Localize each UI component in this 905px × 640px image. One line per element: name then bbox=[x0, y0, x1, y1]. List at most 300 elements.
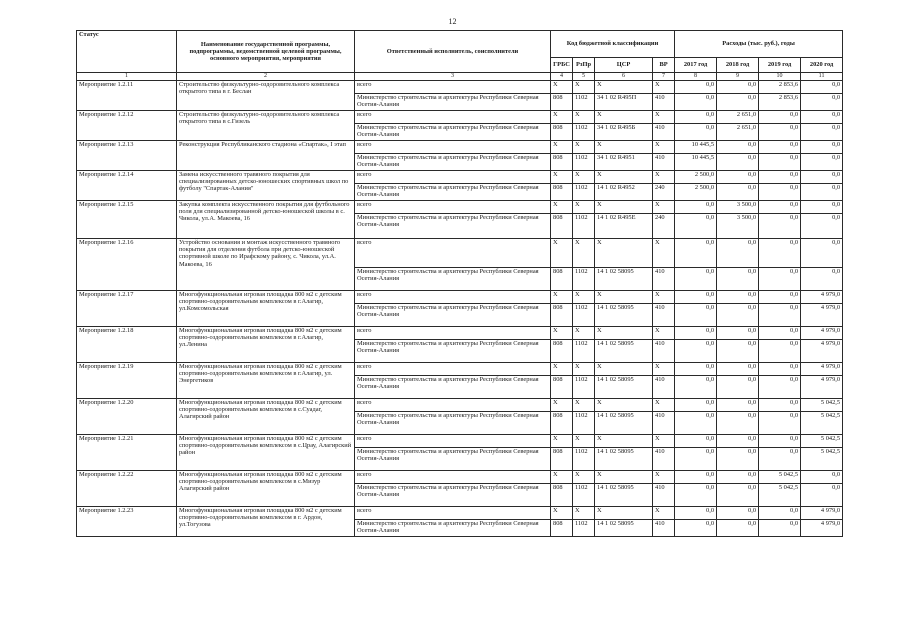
csr-cell: 14 1 02 58095 bbox=[595, 412, 653, 435]
csr-cell: 34 1 02 R495П bbox=[595, 94, 653, 111]
vr-cell: X bbox=[653, 291, 675, 304]
csr-cell: X bbox=[595, 291, 653, 304]
amount-2017-cell: 0,0 bbox=[675, 327, 717, 340]
column-numbers-row bbox=[77, 73, 843, 81]
activity-name-cell: Закупка комплекта искусственного покрытия для футбольного поля для специализированной детско-юношеской школы в с. Чикола, ул.А. Макоева, 16 bbox=[177, 201, 355, 239]
header-executor: Ответственный исполнитель, соисполнители bbox=[355, 31, 551, 73]
vr-cell: X bbox=[653, 239, 675, 268]
amount-2018-cell: 0,0 bbox=[717, 399, 759, 412]
amount-2018-cell: 2 651,0 bbox=[717, 111, 759, 124]
csr-cell: 14 1 02 58095 bbox=[595, 376, 653, 399]
status-cell: Мероприятие 1.2.21 bbox=[77, 435, 177, 471]
rzpr-cell: 1102 bbox=[573, 448, 595, 471]
rzpr-cell: X bbox=[573, 399, 595, 412]
csr-cell: X bbox=[595, 507, 653, 520]
column-number: 6 bbox=[595, 73, 653, 81]
amount-2019-cell: 0,0 bbox=[759, 239, 801, 268]
csr-cell: 14 1 02 R4952 bbox=[595, 184, 653, 201]
amount-2019-cell: 0,0 bbox=[759, 141, 801, 154]
activity-name-cell: Строительство физкультурно-оздоровительного комплекса открытого типа в с.Гизель bbox=[177, 111, 355, 141]
csr-cell: X bbox=[595, 141, 653, 154]
activity-name-cell: Многофункциональная игровая площадка 800 м2 с детским спортивно-оздоровительным комплексом в с.Суадаг, Алагирский район bbox=[177, 399, 355, 435]
rzpr-cell: X bbox=[573, 471, 595, 484]
status-cell: Мероприятие 1.2.16 bbox=[77, 239, 177, 291]
activity-name-cell: Многофункциональная игровая площадка 800 м2 с детским спортивно-оздоровительным комплексом в г.Алагир, ул.Ленина bbox=[177, 327, 355, 363]
amount-2018-cell: 0,0 bbox=[717, 154, 759, 171]
amount-2018-cell: 0,0 bbox=[717, 81, 759, 94]
amount-2019-cell: 0,0 bbox=[759, 399, 801, 412]
table-row-total bbox=[77, 471, 843, 484]
grbs-cell: X bbox=[551, 239, 573, 268]
amount-2020-cell: 5 042,5 bbox=[801, 448, 843, 471]
amount-2019-cell: 2 853,6 bbox=[759, 94, 801, 111]
rzpr-cell: X bbox=[573, 201, 595, 214]
amount-2019-cell: 0,0 bbox=[759, 507, 801, 520]
amount-2018-cell: 0,0 bbox=[717, 507, 759, 520]
rzpr-cell: X bbox=[573, 81, 595, 94]
grbs-cell: X bbox=[551, 111, 573, 124]
activity-name-cell: Замена искусственного травяного покрытия для специализированных детско-юношеских спортивных школ по футболу "Спартак-Алания" bbox=[177, 171, 355, 201]
amount-2020-cell: 4 979,0 bbox=[801, 340, 843, 363]
amount-2019-cell: 0,0 bbox=[759, 291, 801, 304]
amount-2019-cell: 0,0 bbox=[759, 154, 801, 171]
csr-cell: X bbox=[595, 471, 653, 484]
amount-2019-cell: 0,0 bbox=[759, 268, 801, 291]
executor-cell: Министерство строительства и архитектуры Республики Северная Осетия-Алания bbox=[355, 184, 551, 201]
vr-cell: 410 bbox=[653, 340, 675, 363]
status-cell: Мероприятие 1.2.17 bbox=[77, 291, 177, 327]
vr-cell: 240 bbox=[653, 214, 675, 239]
column-number: 1 bbox=[77, 73, 177, 81]
rzpr-cell: X bbox=[573, 171, 595, 184]
amount-2018-cell: 0,0 bbox=[717, 94, 759, 111]
amount-2017-cell: 0,0 bbox=[675, 412, 717, 435]
amount-2020-cell: 0,0 bbox=[801, 214, 843, 239]
table-row-total bbox=[77, 435, 843, 448]
grbs-cell: X bbox=[551, 435, 573, 448]
amount-2019-cell: 2 853,6 bbox=[759, 81, 801, 94]
activity-name-cell: Устройство основания и монтаж искусственного травяного покрытия для отделения футбола при детско-юношеской спортивной школе по Ирафскому району, с. Чикола, ул.А. Макоева, 16 bbox=[177, 239, 355, 291]
amount-2020-cell: 4 979,0 bbox=[801, 520, 843, 537]
header-rzpr: РзПр bbox=[573, 58, 595, 73]
grbs-cell: 808 bbox=[551, 94, 573, 111]
grbs-cell: 808 bbox=[551, 520, 573, 537]
amount-2019-cell: 0,0 bbox=[759, 448, 801, 471]
amount-2017-cell: 0,0 bbox=[675, 340, 717, 363]
total-label-cell: всего bbox=[355, 201, 551, 214]
executor-cell: Министерство строительства и архитектуры Республики Северная Осетия-Алания bbox=[355, 412, 551, 435]
grbs-cell: X bbox=[551, 201, 573, 214]
table-row-total bbox=[77, 399, 843, 412]
vr-cell: 410 bbox=[653, 484, 675, 507]
amount-2020-cell: 4 979,0 bbox=[801, 327, 843, 340]
status-cell: Мероприятие 1.2.19 bbox=[77, 363, 177, 399]
amount-2017-cell: 0,0 bbox=[675, 435, 717, 448]
vr-cell: X bbox=[653, 507, 675, 520]
grbs-cell: 808 bbox=[551, 268, 573, 291]
amount-2017-cell: 10 445,5 bbox=[675, 154, 717, 171]
vr-cell: X bbox=[653, 201, 675, 214]
csr-cell: X bbox=[595, 399, 653, 412]
rzpr-cell: 1102 bbox=[573, 340, 595, 363]
grbs-cell: X bbox=[551, 141, 573, 154]
table-row-total bbox=[77, 507, 843, 520]
grbs-cell: X bbox=[551, 507, 573, 520]
amount-2020-cell: 0,0 bbox=[801, 471, 843, 484]
total-label-cell: всего bbox=[355, 435, 551, 448]
executor-cell: Министерство строительства и архитектуры Республики Северная Осетия-Алания bbox=[355, 340, 551, 363]
activity-name-cell: Строительство физкультурно-оздоровительного комплекса открытого типа в г. Беслан bbox=[177, 81, 355, 111]
status-cell: Мероприятие 1.2.13 bbox=[77, 141, 177, 171]
grbs-cell: 808 bbox=[551, 376, 573, 399]
amount-2018-cell: 0,0 bbox=[717, 239, 759, 268]
vr-cell: X bbox=[653, 141, 675, 154]
executor-cell: Министерство строительства и архитектуры Республики Северная Осетия-Алания bbox=[355, 376, 551, 399]
csr-cell: X bbox=[595, 435, 653, 448]
executor-cell: Министерство строительства и архитектуры Республики Северная Осетия-Алания bbox=[355, 268, 551, 291]
header-csr: ЦСР bbox=[595, 58, 653, 73]
csr-cell: 34 1 02 R495Б bbox=[595, 124, 653, 141]
amount-2018-cell: 0,0 bbox=[717, 520, 759, 537]
header-2018: 2018 год bbox=[717, 58, 759, 73]
csr-cell: 14 1 02 58095 bbox=[595, 484, 653, 507]
amount-2020-cell: 4 979,0 bbox=[801, 376, 843, 399]
amount-2018-cell: 0,0 bbox=[717, 141, 759, 154]
amount-2019-cell: 0,0 bbox=[759, 214, 801, 239]
amount-2019-cell: 0,0 bbox=[759, 124, 801, 141]
grbs-cell: 808 bbox=[551, 124, 573, 141]
amount-2017-cell: 0,0 bbox=[675, 471, 717, 484]
vr-cell: 410 bbox=[653, 94, 675, 111]
vr-cell: X bbox=[653, 363, 675, 376]
executor-cell: Министерство строительства и архитектуры Республики Северная Осетия-Алания bbox=[355, 520, 551, 537]
amount-2020-cell: 0,0 bbox=[801, 154, 843, 171]
vr-cell: 410 bbox=[653, 448, 675, 471]
vr-cell: 410 bbox=[653, 376, 675, 399]
amount-2017-cell: 0,0 bbox=[675, 214, 717, 239]
vr-cell: 410 bbox=[653, 304, 675, 327]
table-row-total bbox=[77, 141, 843, 154]
amount-2017-cell: 0,0 bbox=[675, 81, 717, 94]
budget-table bbox=[76, 30, 843, 537]
vr-cell: 410 bbox=[653, 412, 675, 435]
amount-2018-cell: 0,0 bbox=[717, 291, 759, 304]
amount-2017-cell: 0,0 bbox=[675, 239, 717, 268]
executor-cell: Министерство строительства и архитектуры Республики Северная Осетия-Алания bbox=[355, 154, 551, 171]
status-cell: Мероприятие 1.2.15 bbox=[77, 201, 177, 239]
amount-2017-cell: 0,0 bbox=[675, 376, 717, 399]
amount-2017-cell: 0,0 bbox=[675, 448, 717, 471]
activity-name-cell: Многофункциональная игровая площадка 800 м2 с детским спортивно-оздоровительным комплексом в г.Алагир, ул. Энергетиков bbox=[177, 363, 355, 399]
status-cell: Мероприятие 1.2.23 bbox=[77, 507, 177, 537]
rzpr-cell: X bbox=[573, 111, 595, 124]
vr-cell: X bbox=[653, 111, 675, 124]
total-label-cell: всего bbox=[355, 141, 551, 154]
amount-2020-cell: 4 979,0 bbox=[801, 291, 843, 304]
amount-2017-cell: 0,0 bbox=[675, 94, 717, 111]
vr-cell: X bbox=[653, 435, 675, 448]
amount-2018-cell: 0,0 bbox=[717, 448, 759, 471]
amount-2020-cell: 0,0 bbox=[801, 81, 843, 94]
header-name: Наименование государственной программы, подпрограммы, ведомственной целевой программы, основного мероприятия, мероприятия bbox=[177, 31, 355, 73]
status-cell: Мероприятие 1.2.20 bbox=[77, 399, 177, 435]
column-number: 10 bbox=[759, 73, 801, 81]
amount-2018-cell: 0,0 bbox=[717, 484, 759, 507]
grbs-cell: X bbox=[551, 327, 573, 340]
amount-2019-cell: 0,0 bbox=[759, 304, 801, 327]
header-2020: 2020 год bbox=[801, 58, 843, 73]
rzpr-cell: 1102 bbox=[573, 184, 595, 201]
amount-2018-cell: 0,0 bbox=[717, 435, 759, 448]
header-grbs: ГРБС bbox=[551, 58, 573, 73]
csr-cell: 14 1 02 R495Е bbox=[595, 214, 653, 239]
amount-2019-cell: 5 042,5 bbox=[759, 471, 801, 484]
total-label-cell: всего bbox=[355, 111, 551, 124]
csr-cell: X bbox=[595, 111, 653, 124]
amount-2020-cell: 0,0 bbox=[801, 268, 843, 291]
amount-2020-cell: 0,0 bbox=[801, 124, 843, 141]
amount-2018-cell: 0,0 bbox=[717, 304, 759, 327]
amount-2017-cell: 0,0 bbox=[675, 507, 717, 520]
header-budget-code: Код бюджетной классификации bbox=[551, 31, 675, 58]
rzpr-cell: X bbox=[573, 363, 595, 376]
amount-2020-cell: 0,0 bbox=[801, 141, 843, 154]
amount-2017-cell: 2 500,0 bbox=[675, 171, 717, 184]
vr-cell: 240 bbox=[653, 184, 675, 201]
rzpr-cell: 1102 bbox=[573, 304, 595, 327]
grbs-cell: X bbox=[551, 291, 573, 304]
amount-2019-cell: 0,0 bbox=[759, 327, 801, 340]
amount-2019-cell: 5 042,5 bbox=[759, 484, 801, 507]
vr-cell: 410 bbox=[653, 520, 675, 537]
amount-2017-cell: 0,0 bbox=[675, 304, 717, 327]
amount-2018-cell: 0,0 bbox=[717, 412, 759, 435]
status-cell: Мероприятие 1.2.22 bbox=[77, 471, 177, 507]
grbs-cell: X bbox=[551, 471, 573, 484]
page-number: 12 bbox=[448, 17, 457, 26]
rzpr-cell: 1102 bbox=[573, 214, 595, 239]
rzpr-cell: X bbox=[573, 435, 595, 448]
table-row-total bbox=[77, 201, 843, 214]
amount-2017-cell: 10 445,5 bbox=[675, 141, 717, 154]
total-label-cell: всего bbox=[355, 239, 551, 268]
activity-name-cell: Реконструкция Республиканского стадиона «Спартак», I этап bbox=[177, 141, 355, 171]
amount-2019-cell: 0,0 bbox=[759, 111, 801, 124]
amount-2018-cell: 3 500,0 bbox=[717, 201, 759, 214]
vr-cell: X bbox=[653, 81, 675, 94]
amount-2018-cell: 2 651,0 bbox=[717, 124, 759, 141]
rzpr-cell: X bbox=[573, 327, 595, 340]
grbs-cell: X bbox=[551, 363, 573, 376]
amount-2018-cell: 0,0 bbox=[717, 363, 759, 376]
executor-cell: Министерство строительства и архитектуры Республики Северная Осетия-Алания bbox=[355, 484, 551, 507]
amount-2019-cell: 0,0 bbox=[759, 184, 801, 201]
amount-2020-cell: 0,0 bbox=[801, 201, 843, 214]
activity-name-cell: Многофункциональная игровая площадка 800 м2 с детским спортивно-оздоровительным комплексом в с.Мизур Алагирский район bbox=[177, 471, 355, 507]
table-body bbox=[77, 81, 843, 537]
amount-2020-cell: 5 042,5 bbox=[801, 412, 843, 435]
column-number: 8 bbox=[675, 73, 717, 81]
amount-2017-cell: 0,0 bbox=[675, 520, 717, 537]
amount-2020-cell: 0,0 bbox=[801, 171, 843, 184]
rzpr-cell: 1102 bbox=[573, 412, 595, 435]
amount-2020-cell: 4 979,0 bbox=[801, 507, 843, 520]
amount-2018-cell: 3 500,0 bbox=[717, 214, 759, 239]
amount-2017-cell: 0,0 bbox=[675, 124, 717, 141]
header-status: Статус bbox=[77, 31, 177, 73]
grbs-cell: 808 bbox=[551, 484, 573, 507]
status-cell: Мероприятие 1.2.12 bbox=[77, 111, 177, 141]
grbs-cell: 808 bbox=[551, 214, 573, 239]
amount-2018-cell: 0,0 bbox=[717, 376, 759, 399]
grbs-cell: 808 bbox=[551, 412, 573, 435]
amount-2019-cell: 0,0 bbox=[759, 171, 801, 184]
rzpr-cell: 1102 bbox=[573, 124, 595, 141]
total-label-cell: всего bbox=[355, 327, 551, 340]
grbs-cell: 808 bbox=[551, 184, 573, 201]
amount-2017-cell: 0,0 bbox=[675, 111, 717, 124]
csr-cell: 34 1 02 R4951 bbox=[595, 154, 653, 171]
csr-cell: 14 1 02 58095 bbox=[595, 268, 653, 291]
executor-cell: Министерство строительства и архитектуры Республики Северная Осетия-Алания bbox=[355, 304, 551, 327]
amount-2019-cell: 0,0 bbox=[759, 412, 801, 435]
grbs-cell: 808 bbox=[551, 340, 573, 363]
rzpr-cell: 1102 bbox=[573, 520, 595, 537]
table-row-total bbox=[77, 363, 843, 376]
amount-2019-cell: 0,0 bbox=[759, 435, 801, 448]
vr-cell: 410 bbox=[653, 268, 675, 291]
vr-cell: 410 bbox=[653, 124, 675, 141]
amount-2020-cell: 0,0 bbox=[801, 239, 843, 268]
amount-2017-cell: 0,0 bbox=[675, 399, 717, 412]
rzpr-cell: 1102 bbox=[573, 268, 595, 291]
status-cell: Мероприятие 1.2.18 bbox=[77, 327, 177, 363]
amount-2018-cell: 0,0 bbox=[717, 471, 759, 484]
amount-2017-cell: 0,0 bbox=[675, 291, 717, 304]
amount-2018-cell: 0,0 bbox=[717, 184, 759, 201]
rzpr-cell: 1102 bbox=[573, 484, 595, 507]
csr-cell: 14 1 02 58095 bbox=[595, 520, 653, 537]
grbs-cell: X bbox=[551, 399, 573, 412]
vr-cell: X bbox=[653, 471, 675, 484]
rzpr-cell: X bbox=[573, 141, 595, 154]
total-label-cell: всего bbox=[355, 81, 551, 94]
column-number: 9 bbox=[717, 73, 759, 81]
activity-name-cell: Многофункциональная игровая площадка 800 м2 с детским спортивно-оздоровительным комплексом в г. Ардон, ул.Тогузова bbox=[177, 507, 355, 537]
table-row-total bbox=[77, 111, 843, 124]
status-cell: Мероприятие 1.2.11 bbox=[77, 81, 177, 111]
amount-2018-cell: 0,0 bbox=[717, 340, 759, 363]
table-row-total bbox=[77, 239, 843, 268]
executor-cell: Министерство строительства и архитектуры Республики Северная Осетия-Алания bbox=[355, 448, 551, 471]
amount-2017-cell: 0,0 bbox=[675, 201, 717, 214]
csr-cell: X bbox=[595, 81, 653, 94]
total-label-cell: всего bbox=[355, 399, 551, 412]
grbs-cell: X bbox=[551, 81, 573, 94]
rzpr-cell: 1102 bbox=[573, 94, 595, 111]
amount-2017-cell: 0,0 bbox=[675, 484, 717, 507]
executor-cell: Министерство строительства и архитектуры Республики Северная Осетия-Алания bbox=[355, 94, 551, 111]
table-row-total bbox=[77, 291, 843, 304]
amount-2020-cell: 0,0 bbox=[801, 111, 843, 124]
amount-2020-cell: 4 979,0 bbox=[801, 304, 843, 327]
amount-2017-cell: 2 500,0 bbox=[675, 184, 717, 201]
header-2019: 2019 год bbox=[759, 58, 801, 73]
rzpr-cell: X bbox=[573, 239, 595, 268]
amount-2017-cell: 0,0 bbox=[675, 363, 717, 376]
amount-2020-cell: 0,0 bbox=[801, 94, 843, 111]
amount-2018-cell: 0,0 bbox=[717, 171, 759, 184]
amount-2020-cell: 0,0 bbox=[801, 484, 843, 507]
amount-2020-cell: 0,0 bbox=[801, 184, 843, 201]
amount-2020-cell: 5 042,5 bbox=[801, 435, 843, 448]
executor-cell: Министерство строительства и архитектуры Республики Северная Осетия-Алания bbox=[355, 124, 551, 141]
table-row-total bbox=[77, 327, 843, 340]
column-number: 3 bbox=[355, 73, 551, 81]
rzpr-cell: 1102 bbox=[573, 376, 595, 399]
csr-cell: X bbox=[595, 327, 653, 340]
amount-2019-cell: 0,0 bbox=[759, 520, 801, 537]
amount-2020-cell: 5 042,5 bbox=[801, 399, 843, 412]
csr-cell: 14 1 02 58095 bbox=[595, 448, 653, 471]
rzpr-cell: X bbox=[573, 507, 595, 520]
table-row-total bbox=[77, 171, 843, 184]
header-expenses: Расходы (тыс. руб.), годы bbox=[675, 31, 843, 58]
header-2017: 2017 год bbox=[675, 58, 717, 73]
column-number: 2 bbox=[177, 73, 355, 81]
amount-2019-cell: 0,0 bbox=[759, 340, 801, 363]
amount-2018-cell: 0,0 bbox=[717, 327, 759, 340]
grbs-cell: 808 bbox=[551, 448, 573, 471]
amount-2019-cell: 0,0 bbox=[759, 201, 801, 214]
total-label-cell: всего bbox=[355, 507, 551, 520]
column-number: 4 bbox=[551, 73, 573, 81]
header-vr: ВР bbox=[653, 58, 675, 73]
vr-cell: X bbox=[653, 171, 675, 184]
column-number: 11 bbox=[801, 73, 843, 81]
amount-2017-cell: 0,0 bbox=[675, 268, 717, 291]
vr-cell: X bbox=[653, 399, 675, 412]
grbs-cell: 808 bbox=[551, 304, 573, 327]
csr-cell: X bbox=[595, 363, 653, 376]
amount-2019-cell: 0,0 bbox=[759, 363, 801, 376]
activity-name-cell: Многофункциональная игровая площадка 800 м2 с детским спортивно-оздоровительным комплексом в с.Црау, Алагирский район bbox=[177, 435, 355, 471]
column-number: 7 bbox=[653, 73, 675, 81]
status-cell: Мероприятие 1.2.14 bbox=[77, 171, 177, 201]
total-label-cell: всего bbox=[355, 171, 551, 184]
executor-cell: Министерство строительства и архитектуры Республики Северная Осетия-Алания bbox=[355, 214, 551, 239]
total-label-cell: всего bbox=[355, 291, 551, 304]
rzpr-cell: X bbox=[573, 291, 595, 304]
csr-cell: 14 1 02 58095 bbox=[595, 340, 653, 363]
activity-name-cell: Многофункциональная игровая площадка 800 м2 с детским спортивно-оздоровительным комплексом в г.Алагир, ул.Комсомольская bbox=[177, 291, 355, 327]
total-label-cell: всего bbox=[355, 471, 551, 484]
csr-cell: X bbox=[595, 201, 653, 214]
column-number: 5 bbox=[573, 73, 595, 81]
rzpr-cell: 1102 bbox=[573, 154, 595, 171]
csr-cell: 14 1 02 58095 bbox=[595, 304, 653, 327]
csr-cell: X bbox=[595, 239, 653, 268]
amount-2019-cell: 0,0 bbox=[759, 376, 801, 399]
table-row-total bbox=[77, 81, 843, 94]
vr-cell: 410 bbox=[653, 154, 675, 171]
total-label-cell: всего bbox=[355, 363, 551, 376]
grbs-cell: 808 bbox=[551, 154, 573, 171]
vr-cell: X bbox=[653, 327, 675, 340]
amount-2020-cell: 4 979,0 bbox=[801, 363, 843, 376]
csr-cell: X bbox=[595, 171, 653, 184]
amount-2018-cell: 0,0 bbox=[717, 268, 759, 291]
